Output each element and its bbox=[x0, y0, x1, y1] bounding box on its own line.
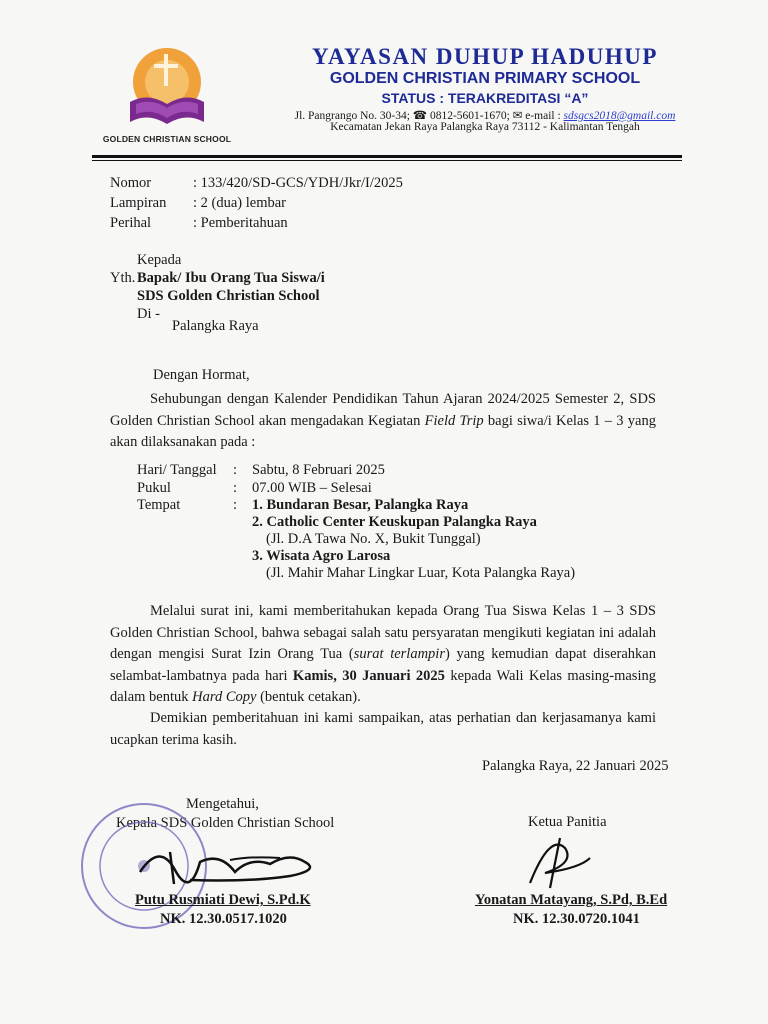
p2-hard-copy: Hard Copy bbox=[192, 689, 257, 705]
left-signature bbox=[130, 832, 330, 892]
event-place-label: Tempat bbox=[137, 497, 181, 513]
paragraph-1 bbox=[110, 389, 656, 454]
right-signature bbox=[520, 828, 600, 898]
kepada-text: Kepada bbox=[137, 252, 182, 268]
address-line-2: Kecamatan Jekan Raya Palangka Raya 73112 - Kalimantan Tengah bbox=[330, 121, 640, 133]
header-rule-thick bbox=[92, 155, 682, 158]
lampiran-label: Lampiran bbox=[110, 195, 167, 211]
p2-deadline: Kamis, 30 Januari 2025 bbox=[292, 667, 445, 684]
nomor-label: Nomor bbox=[110, 175, 152, 191]
header-rule-thin bbox=[92, 160, 682, 161]
greeting: Dengan Hormat, bbox=[153, 367, 250, 383]
p1-field-trip: Field Trip bbox=[424, 412, 484, 429]
event-time-label: Pukul bbox=[137, 480, 171, 496]
event-place-3: 3. Wisata Agro Larosa bbox=[252, 548, 391, 564]
p2-text-c: kepada Wali Kelas masing-masing dalam bentuk bbox=[110, 667, 656, 705]
right-signer-name: Yonatan Matayang, S.Pd, B.Ed bbox=[475, 892, 668, 908]
p1-text-b: bagi siwa/i Kelas 1 – 3 yang akan dilaksanakan pada : bbox=[110, 412, 656, 450]
event-time-value: 07.00 WIB – Selesai bbox=[252, 480, 372, 496]
event-place-3-address: (Jl. Mahir Mahar Lingkar Luar, Kota Palangka Raya) bbox=[266, 565, 576, 581]
right-signer-nk: NK. 12.30.0720.1041 bbox=[513, 911, 640, 927]
left-signer-name: Putu Rusmiati Dewi, S.Pd.K bbox=[135, 892, 311, 908]
event-place-colon: : bbox=[233, 497, 238, 513]
event-place-1: 1. Bundaran Besar, Palangka Raya bbox=[252, 497, 469, 513]
event-day-label: Hari/ Tanggal bbox=[137, 462, 217, 478]
event-day-colon: : bbox=[233, 462, 238, 478]
paragraph-3: Demikian pemberitahuan ini kami sampaikan, atas perhatian dan kerjasamanya kami ucapkan terima kasih. bbox=[110, 710, 656, 748]
recipient-line-1: Bapak/ Ibu Orang Tua Siswa/i bbox=[137, 270, 325, 286]
perihal-value: : Pemberitahuan bbox=[193, 215, 288, 231]
di-text: Di - bbox=[137, 306, 160, 322]
lampiran-value: : 2 (dua) lembar bbox=[193, 195, 287, 211]
place-date: Palangka Raya, 22 Januari 2025 bbox=[482, 758, 669, 774]
logo-caption: GOLDEN CHRISTIAN SCHOOL bbox=[102, 134, 232, 144]
p1-text-a: Sehubungan dengan Kalender Pendidikan Tahun Ajaran 2024/2025 Semester 2, SDS Golden Christian School akan mengadakan Kegiatan bbox=[110, 391, 656, 429]
foundation-name: YAYASAN DUHUP HADUHUP bbox=[312, 44, 658, 69]
accreditation-status: STATUS : TERAKREDITASI “A” bbox=[381, 90, 589, 106]
left-signer-nk: NK. 12.30.0517.1020 bbox=[160, 911, 287, 927]
address-phone-text: Jl. Pangrango No. 30-34; ☎ 0812-5601-1670; ✉ e-mail : bbox=[294, 110, 564, 122]
event-place-2: 2. Catholic Center Keuskupan Palangka Raya bbox=[252, 514, 537, 530]
event-day-value: Sabtu, 8 Februari 2025 bbox=[252, 462, 385, 478]
email-link[interactable]: sdsgcs2018@gmail.com bbox=[563, 110, 676, 122]
left-title-2: Kepala SDS Golden Christian School bbox=[116, 815, 335, 831]
p2-text-a: Melalui surat ini, kami memberitahukan kepada Orang Tua Siswa Kelas 1 – 3 SDS Golden Christian School, bahwa sebagai salah satu persyaratan mengikuti kegiatan ini adalah dengan mengisi Surat Izin Orang Tua ( bbox=[110, 603, 656, 662]
perihal-label: Perihal bbox=[110, 215, 152, 231]
p2-surat-terlampir: surat terlampir bbox=[353, 646, 445, 662]
p2-text-b: ) yang kemudian dapat diserahkan selambat-lambatnya pada hari bbox=[110, 646, 656, 684]
nomor-value: : 133/420/SD-GCS/YDH/Jkr/I/2025 bbox=[193, 175, 403, 191]
address-line-1 bbox=[250, 108, 720, 122]
school-name: GOLDEN CHRISTIAN PRIMARY SCHOOL bbox=[329, 70, 641, 87]
left-title-1: Mengetahui, bbox=[186, 796, 259, 812]
recipient-city: Palangka Raya bbox=[172, 318, 259, 334]
yth-text: Yth. bbox=[110, 270, 136, 286]
event-time-colon: : bbox=[233, 480, 238, 496]
event-place-2-address: (Jl. D.A Tawa No. X, Bukit Tunggal) bbox=[266, 531, 481, 547]
right-title: Ketua Panitia bbox=[528, 814, 607, 830]
recipient-line-2: SDS Golden Christian School bbox=[137, 288, 320, 304]
p2-text-d: (bentuk cetakan). bbox=[256, 689, 361, 705]
paragraph-2 bbox=[110, 601, 656, 709]
